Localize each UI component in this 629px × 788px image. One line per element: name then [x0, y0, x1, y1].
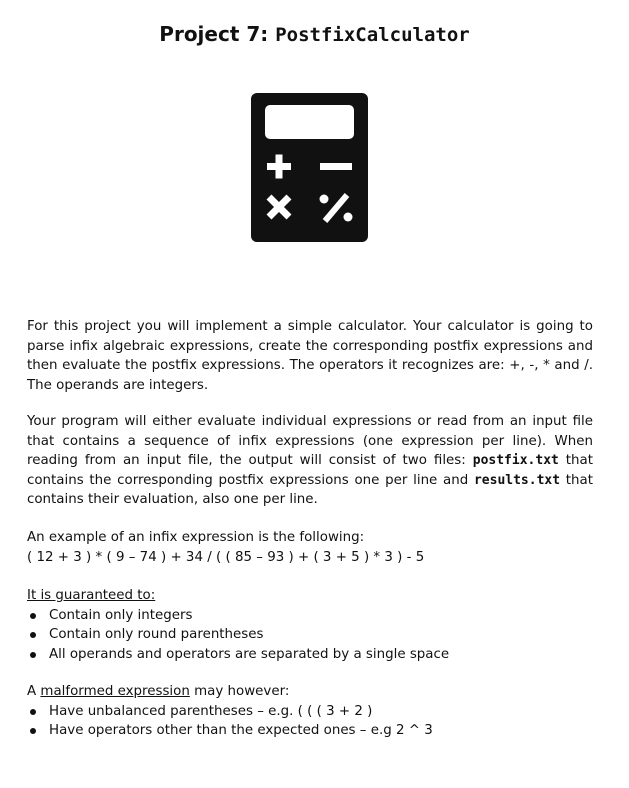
- example-expression: ( 12 + 3 ) * ( 9 – 74 ) + 34 / ( ( 85 – 93 ) + ( 3 + 5 ) * 3 ) - 5: [27, 549, 425, 565]
- title-prefix: Project 7:: [159, 22, 276, 46]
- program-text-3: that contains their evaluation, also one per line.: [27, 472, 593, 508]
- guaranteed-section: [27, 586, 593, 664]
- postfix-file-name: postfix.txt: [472, 453, 559, 469]
- list-item: Have operators other than the expected ones – e.g 2 ^ 3: [27, 721, 593, 741]
- malformed-tail: may however:: [189, 684, 290, 699]
- list-item: Contain only integers: [27, 606, 593, 626]
- program-text-2: that contains the corresponding postfix expressions one per line and: [27, 453, 593, 488]
- results-file-name: results.txt: [473, 472, 561, 488]
- malformed-lead: A: [27, 684, 41, 699]
- intro-paragraph: For this project you will implement a simple calculator. Your calculator is going to parse infix algebraic expressions, create the corresponding postfix expressions and then evaluate the postfix expressions. The operators it recognizes are: +, -, * and /. The operands are integers.: [27, 319, 593, 393]
- malformed-section: [27, 682, 593, 741]
- guaranteed-heading: It is guaranteed to:: [27, 588, 156, 603]
- malformed-expression-link[interactable]: malformed expression: [40, 684, 190, 699]
- page-title: [0, 22, 629, 46]
- program-paragraph: [27, 412, 593, 510]
- malformed-list: [27, 702, 593, 741]
- list-item: Contain only round parentheses: [27, 625, 593, 645]
- list-item: All operands and operators are separated by a single space: [27, 645, 593, 665]
- calculator-icon: [251, 93, 368, 242]
- list-item: Have unbalanced parentheses – e.g. ( ( ( 3 + 2 ): [27, 702, 593, 722]
- example-block: [27, 528, 593, 567]
- title-class-name: PostfixCalculator: [275, 24, 470, 46]
- program-text-1: Your program will either evaluate individual expressions or read from an input file that contains a sequence of infix expressions (one expression per line). When reading from an input file, the output will consist of two files:: [27, 414, 593, 469]
- guaranteed-list: [27, 606, 593, 665]
- malformed-heading: [27, 682, 593, 702]
- example-label: An example of an infix expression is the following:: [27, 530, 365, 545]
